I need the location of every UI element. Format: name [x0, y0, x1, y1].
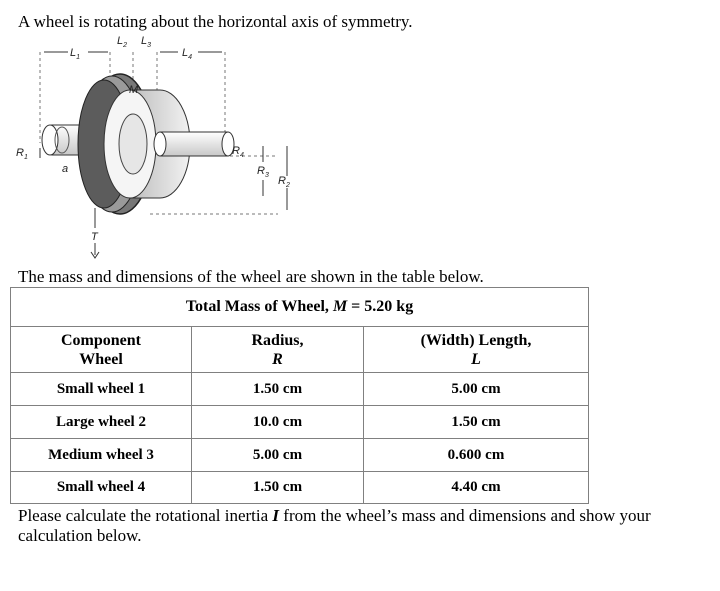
header-component: Component Wheel — [11, 327, 192, 373]
table-title-cell: Total Mass of Wheel, M = 5.20 kg — [11, 288, 589, 327]
label-r4: $R_4$ — [232, 145, 244, 159]
label-t: T — [91, 231, 98, 243]
label-a: a — [62, 163, 69, 175]
label-l3: $L_3$ — [141, 35, 152, 49]
table-row — [11, 373, 589, 406]
cell-component: Small wheel 4 — [11, 472, 192, 504]
table-row — [11, 406, 589, 439]
label-r2: $R_2$ — [278, 175, 290, 189]
label-l4: $L_4$ — [182, 47, 193, 61]
header-radius: Radius, R — [192, 327, 364, 373]
table-row — [11, 439, 589, 472]
cell-length: 4.40 cm — [364, 472, 589, 504]
cell-length: 5.00 cm — [364, 373, 589, 406]
table-caption: The mass and dimensions of the wheel are shown in the table below. — [18, 267, 484, 286]
cell-radius: 1.50 cm — [192, 373, 364, 406]
label-l1: $L_1$ — [70, 47, 81, 61]
cell-radius: 10.0 cm — [192, 406, 364, 439]
table-row — [11, 472, 589, 504]
cell-length: 1.50 cm — [364, 406, 589, 439]
intro-text: A wheel is rotating about the horizontal axis of symmetry. — [18, 12, 413, 31]
table-header-row — [11, 327, 589, 373]
cell-component: Small wheel 1 — [11, 373, 192, 406]
table-title-row — [11, 288, 589, 327]
cell-length: 0.600 cm — [364, 439, 589, 472]
cell-radius: 1.50 cm — [192, 472, 364, 504]
label-r3: $R_3$ — [257, 165, 269, 179]
wheel-data-table — [10, 287, 589, 504]
instruction-text: Please calculate the rotational inertia I from the wheel’s mass and dimensions and show your calculation below. — [18, 506, 651, 545]
header-length: (Width) Length, L — [364, 327, 589, 373]
label-m: M — [129, 84, 139, 96]
small-wheel-4 — [160, 132, 228, 156]
label-l2: $L_2$ — [117, 35, 128, 49]
cell-radius: 5.00 cm — [192, 439, 364, 472]
label-r1: $R_1$ — [16, 147, 28, 161]
cell-component: Large wheel 2 — [11, 406, 192, 439]
cell-component: Medium wheel 3 — [11, 439, 192, 472]
wheel-diagram — [0, 28, 320, 260]
